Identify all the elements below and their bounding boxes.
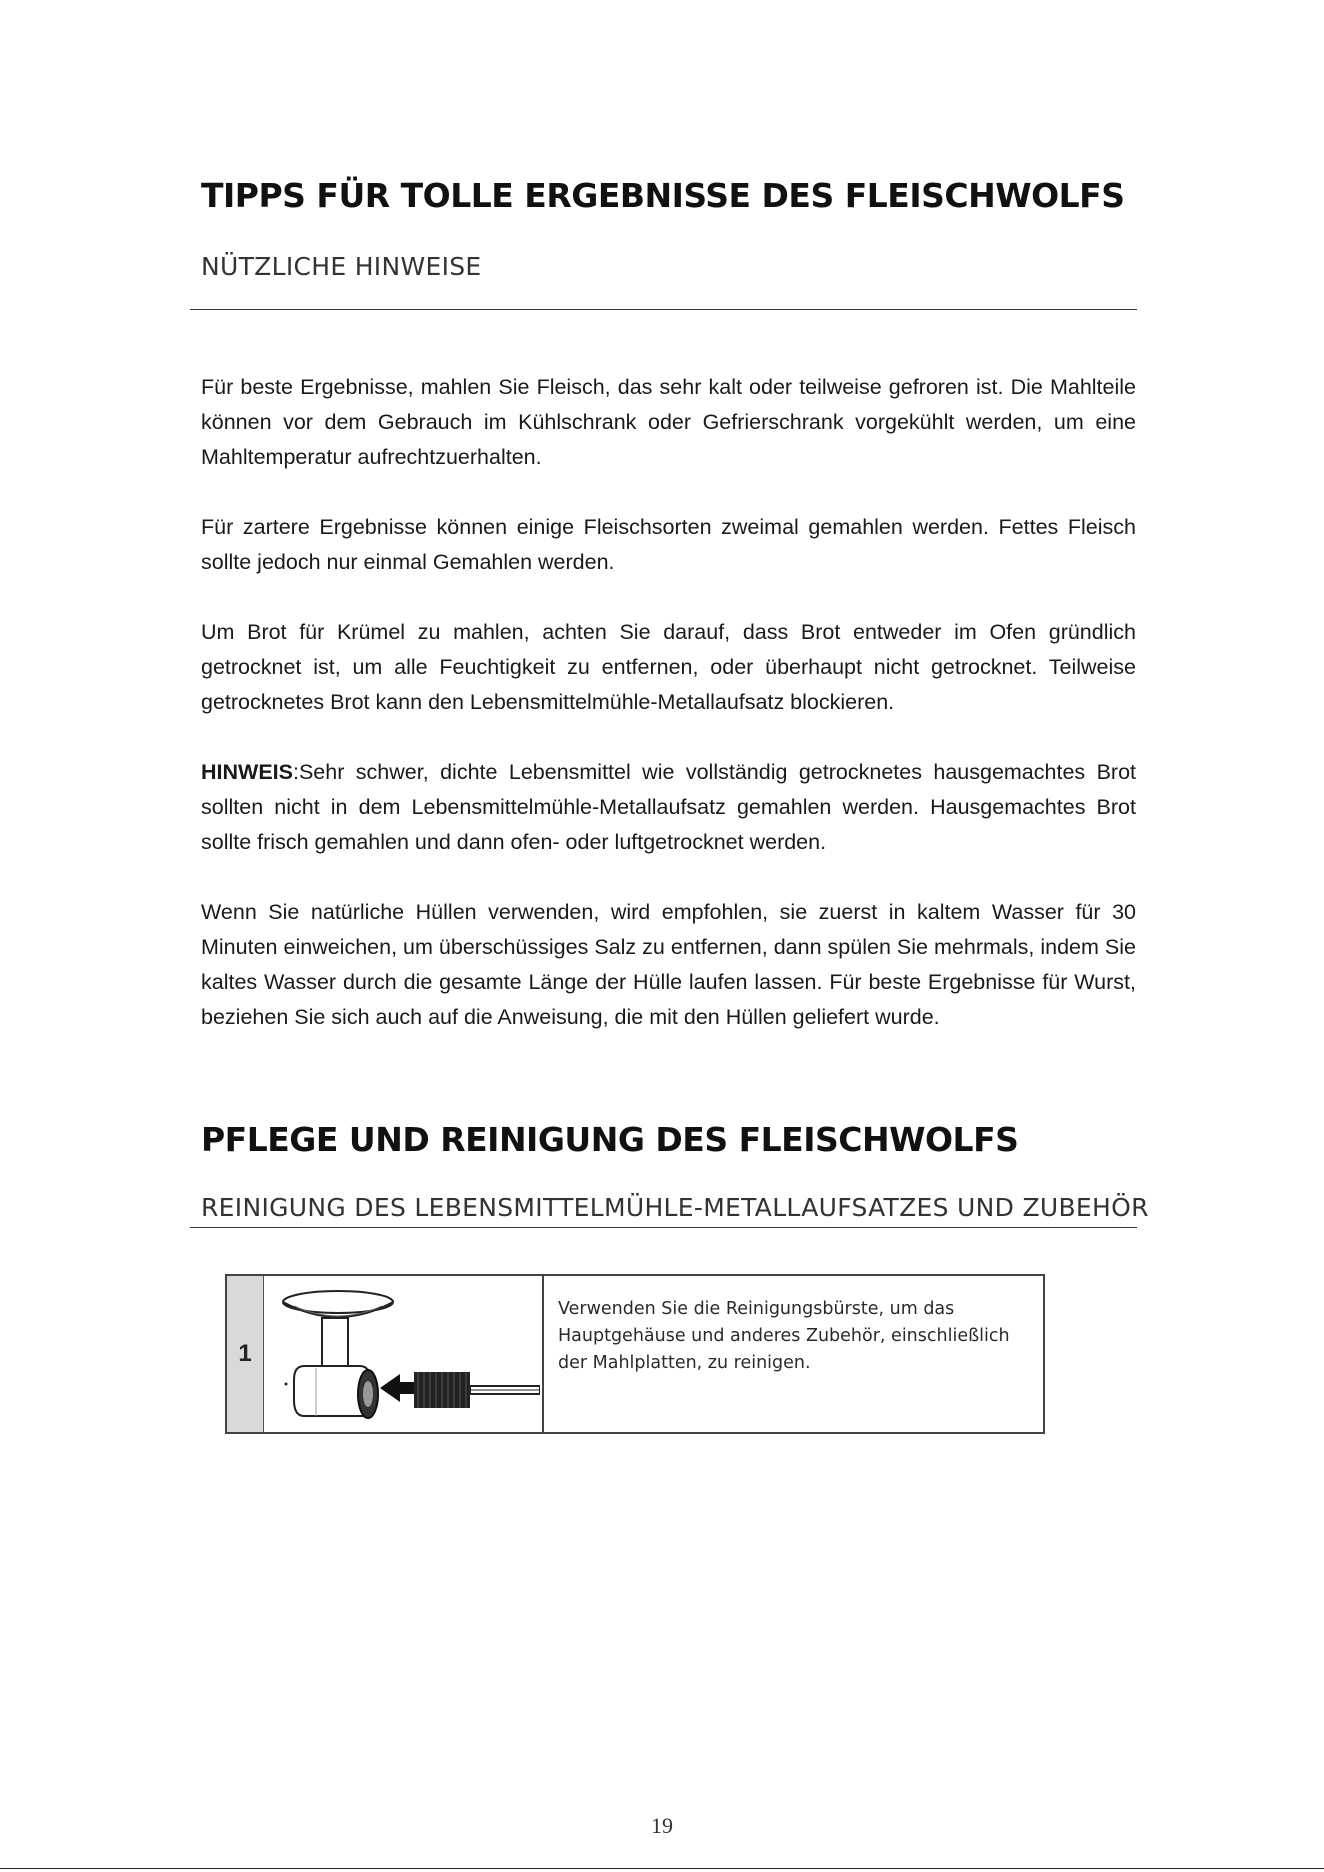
cleaning-step-box	[225, 1274, 1045, 1434]
footer-rule	[0, 1868, 1324, 1869]
step-instruction: Verwenden Sie die Reinigungsbürste, um das Hauptgehäuse und anderes Zubehör, einschließlich der Mahlplatten, zu reinigen.	[558, 1299, 1010, 1373]
note-paragraph	[201, 755, 1136, 860]
paragraph-casings: Wenn Sie natürliche Hüllen verwenden, wird empfohlen, sie zuerst in kaltem Wasser für 30 Minuten einweichen, um überschüssiges Salz zu entfernen, dann spülen Sie mehrmals, indem Sie kaltes Wasser durch die gesamte Länge der Hülle laufen lassen. Für beste Ergebnisse für Wurst, beziehen Sie sich auch auf die Anweisung, die mit den Hüllen geliefert wurde.	[201, 900, 1136, 1029]
paragraph-bread-crumbs: Um Brot für Krümel zu mahlen, achten Sie darauf, dass Brot entweder im Ofen gründlich getrocknet ist, um alle Feuchtigkeit zu entfernen, oder überhaupt nicht getrocknet. Teilweise getrocknetes Brot kann den Lebensmittelmühle-Metallaufsatz blockieren.	[201, 620, 1136, 714]
section-subtitle-cleaning: REINIGUNG DES LEBENSMITTELMÜHLE-METALLAUFSATZES UND ZUBEHÖR	[201, 1193, 1149, 1222]
section-divider	[190, 309, 1137, 310]
section-subtitle-hints: NÜTZLICHE HINWEISE	[201, 252, 482, 281]
section-divider-cleaning	[190, 1227, 1137, 1228]
meat-grinder-brush-icon	[264, 1276, 540, 1432]
paragraph-cold-meat: Für beste Ergebnisse, mahlen Sie Fleisch, das sehr kalt oder teilweise gefroren ist. Die Mahlteile können vor dem Gebrauch im Kühlschrank oder Gefrierschrank vorgekühlt werden, um eine Mahltemperatur aufrechtzuerhalten.	[201, 375, 1136, 469]
paragraph-grind-twice: Für zartere Ergebnisse können einige Fleischsorten zweimal gemahlen werden. Fettes Fleisch sollte jedoch nur einmal Gemahlen werden.	[201, 515, 1136, 574]
step-illustration	[264, 1276, 544, 1432]
note-text: :Sehr schwer, dichte Lebensmittel wie vollständig getrocknetes hausgemachtes Brot sollten nicht in dem Lebensmittelmühle-Metallaufsatz gemahlen werden. Hausgemachtes Brot sollte frisch gemahlen und dann ofen- oder luftgetrocknet werden.	[201, 760, 1136, 854]
step-number: 1	[238, 1340, 252, 1367]
note-label: HINWEIS	[201, 760, 293, 784]
step-number-cell	[227, 1276, 264, 1432]
section-title-care: PFLEGE UND REINIGUNG DES FLEISCHWOLFS	[201, 1120, 1019, 1159]
page-number: 19	[651, 1813, 673, 1838]
section-title-tips: TIPPS FÜR TOLLE ERGEBNISSE DES FLEISCHWOLFS	[201, 176, 1125, 215]
